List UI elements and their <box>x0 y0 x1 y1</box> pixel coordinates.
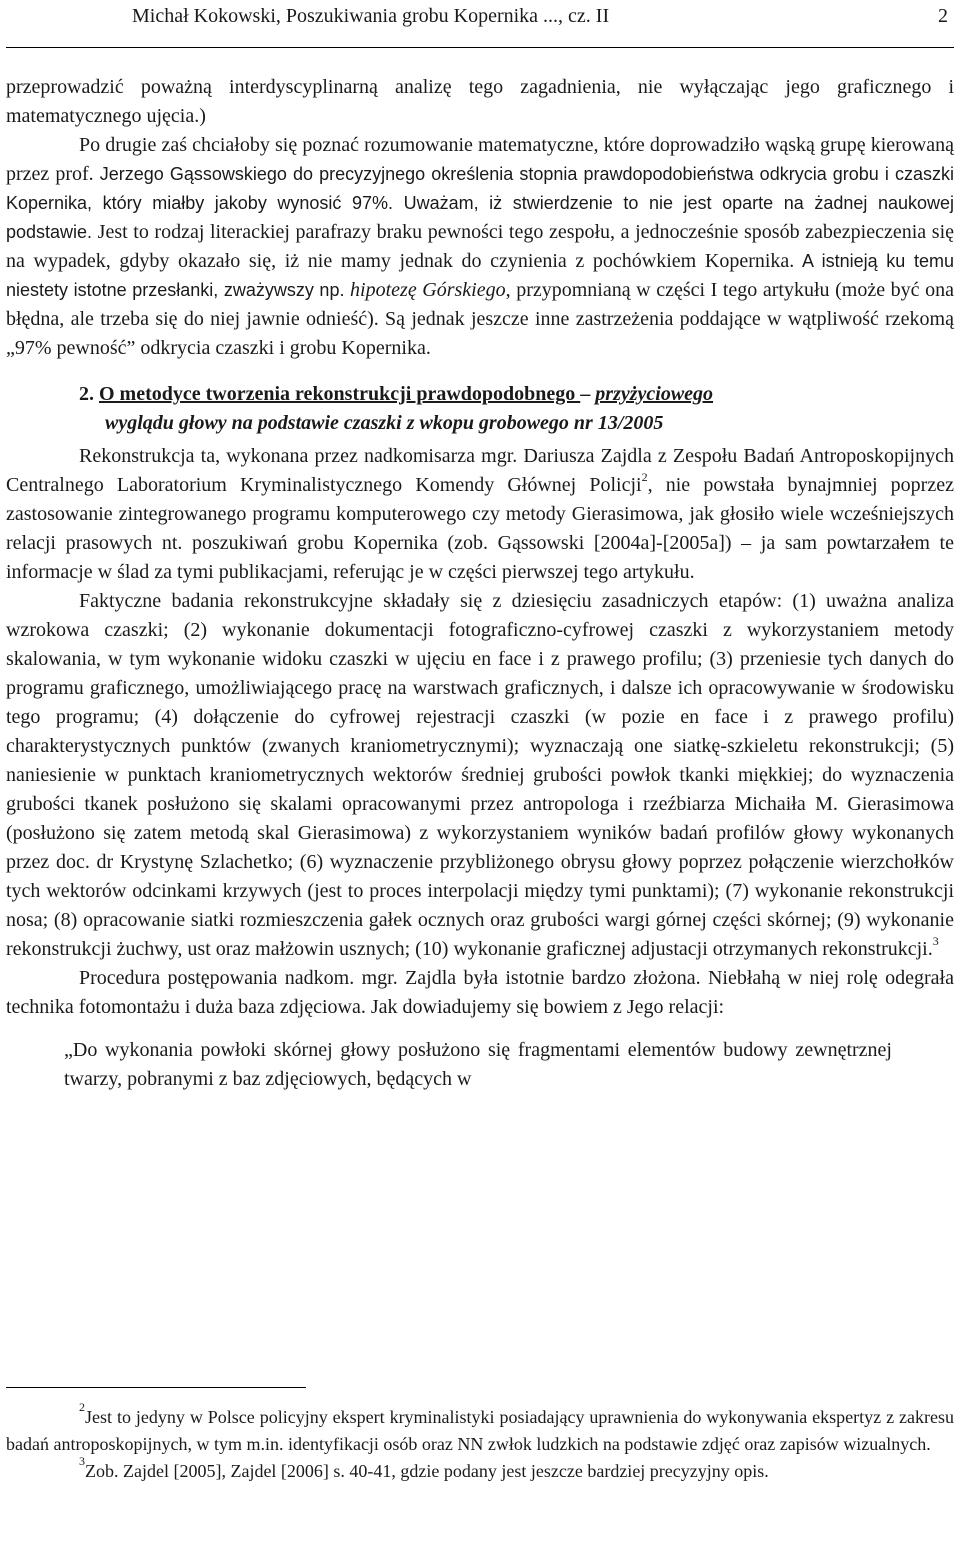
footnotes <box>6 1400 954 1485</box>
paragraph-2-text-f: , przypomnianą w części I tego artykułu (może być ona błędna, ale trzeba się do niej jawnie odnieść). Są jednak jeszcze inne zastrzeżenia poddające w wątpliwość rzekomą „97% pewność” odkrycia czaszki i grobu Kopernika. <box>6 279 954 359</box>
footnote-3 <box>6 1454 954 1485</box>
paragraph-3-text-a: Rekonstrukcja ta, wykonana przez nadkomisarza mgr. Dariusza Zajdla z Zespołu Badań Antroposkopijnych Centralnego Laboratorium Kryminalistycznego Komendy Głównej Policji <box>6 445 954 496</box>
footnote-2-mark: 2 <box>79 1400 85 1414</box>
page-number: 2 <box>938 5 948 27</box>
footnote-3-text: Zob. Zajdel [2005], Zajdel [2006] s. 40-41, gdzie podany jest jeszcze bardziej precyzyjny opis. <box>85 1461 769 1481</box>
paragraph-3-text-b: , nie powstała bynajmniej poprzez zastosowanie zintegrowanego programu komputerowego czy metody Gierasimowa, jak głosiło wiele wcześniejszych relacji prasowych nt. poszukiwań grobu Kopernika (zob. Gąssowski [2004a]-[2005a]) – ja sam powtarzałem te informacje w ślad za tymi publikacjami, referując je w części pierwszej tego artykułu. <box>6 474 954 583</box>
heading-number: 2. <box>79 383 99 405</box>
paragraph-5-text: Procedura postępowania nadkom. mgr. Zajdla była istotnie bardzo złożona. Niebłahą w niej rolę odegrała technika fotomontażu i duża baza zdjęciowa. Jak dowiadujemy się bowiem z Jego relacji: <box>6 967 954 1018</box>
heading-part2: przyżyciowego <box>595 383 714 405</box>
paragraph-2 <box>6 131 954 363</box>
footnote-3-mark: 3 <box>79 1454 85 1468</box>
section-heading <box>6 380 954 438</box>
paragraph-2-text-b: Jerzego Gąssowskiego do precyzyjnego określenia stopnia prawdopodobieństwa odkrycia grobu i czaszki Kopernika, który miałby jakoby wynosić 97%. Uważam, iż stwierdzenie to nie jest oparte na żadnej naukowej podstawie. <box>6 164 954 242</box>
heading-dash: – <box>580 383 596 405</box>
heading-line2: wyglądu głowy na podstawie czaszki z wkopu grobowego nr 13/2005 <box>105 412 664 434</box>
header-divider <box>6 47 954 48</box>
paragraph-2-text-c: Jest to rodzaj literackiej parafrazy braku pewności tego zespołu, a jednocześnie sposób zabezpieczenia się na wypadek, gdyby okazało się, iż nie mamy jednak do czynienia z pochówkiem Kopernika. <box>6 221 954 272</box>
running-header <box>0 2 960 32</box>
paragraph-3 <box>6 442 954 587</box>
footnote-2 <box>6 1400 954 1458</box>
paragraph-1-text: przeprowadzić poważną interdyscyplinarną analizę tego zagadnienia, nie wyłączając jego graficznego i matematycznego ujęcia.) <box>6 76 954 127</box>
header-title: Michał Kokowski, Poszukiwania grobu Kopernika ..., cz. II <box>132 5 610 27</box>
footnote-ref-2[interactable]: 2 <box>641 470 648 485</box>
heading-part1: O metodyce tworzenia rekonstrukcji prawdopodobnego <box>99 383 581 405</box>
footnote-2-text: Jest to jedyny w Polsce policyjny ekspert kryminalistyki posiadający uprawnienia do wykonywania ekspertyz z zakresu badań antroposkopijnych, w tym m.in. identyfikacji osób oraz NN zwłok ludzkich na podstawie zdjęć oraz zapisów wizualnych. <box>6 1407 954 1454</box>
paragraph-5 <box>6 964 954 1022</box>
paragraph-2-italic: hipotezę Górskiego <box>350 279 506 301</box>
footnote-ref-3[interactable]: 3 <box>932 934 939 949</box>
paragraph-4-text: Faktyczne badania rekonstrukcyjne składały się z dziesięciu zasadniczych etapów: (1) uważna analiza wzrokowa czaszki; (2) wykonanie dokumentacji fotograficzno-cyfrowej czaszki z wykorzystaniem metody skalowania, w tym wykonanie widoku czaszki w ujęciu en face i z prawego profilu; (3) przeniesie tych danych do programu graficznego, umożliwiającego pracę na warstwach graficznych, i dalsze ich opracowywanie w środowisku tego programu; (4) dołączenie do cyfrowej rejestracji czaszki (w pozie en face i z prawego profilu) charakterystycznych punktów (zwanych kraniometrycznymi); wyznaczają one siatkę-szkieletu rekonstrukcji; (5) naniesienie w punktach kraniometrycznych wektorów średniej grubości powłok tkanki miękkiej; do wyznaczenia grubości tkanek posłużono się skalami opracowanymi przez antropologa i rzeźbiarza Michaiła M. Gierasimowa (posłużono się zatem metodą skal Gierasimowa) z wykorzystaniem wyników badań profilów głowy wykonanych przez doc. dr Krystynę Szlachetko; (6) wyznaczenie przybliżonego obrysu głowy poprzez połączenie wierzchołków tych wektorów odcinkami krzywych (jest to proces interpolacji między tymi punktami); (7) wykonanie rekonstrukcji nosa; (8) opracowanie siatki rozmieszczenia gałek ocznych oraz grubości wargi górnej części skórnej; (9) wykonanie rekonstrukcji żuchwy, ust oraz małżowin usznych; (10) wykonanie graficznej adjustacji otrzymanych rekonstrukcji. <box>6 590 954 960</box>
block-quote: „Do wykonania powłoki skórnej głowy posłużono się fragmentami elementów budowy zewnętrznej twarzy, pobranymi z baz zdjęciowych, będących w <box>64 1039 892 1090</box>
paragraph-2-text-d: A istnieją ku temu niestety istotne przesłanki, zważywszy np. <box>6 251 954 300</box>
paragraph-4 <box>6 587 954 964</box>
paragraph-1 <box>6 73 954 131</box>
footnote-divider <box>6 1387 306 1388</box>
body-text <box>6 73 954 1094</box>
paragraph-2-text-a: Po drugie zaś chciałoby się poznać rozumowanie matematyczne, które doprowadziło wąską grupę kierowaną przez prof. <box>6 134 954 185</box>
